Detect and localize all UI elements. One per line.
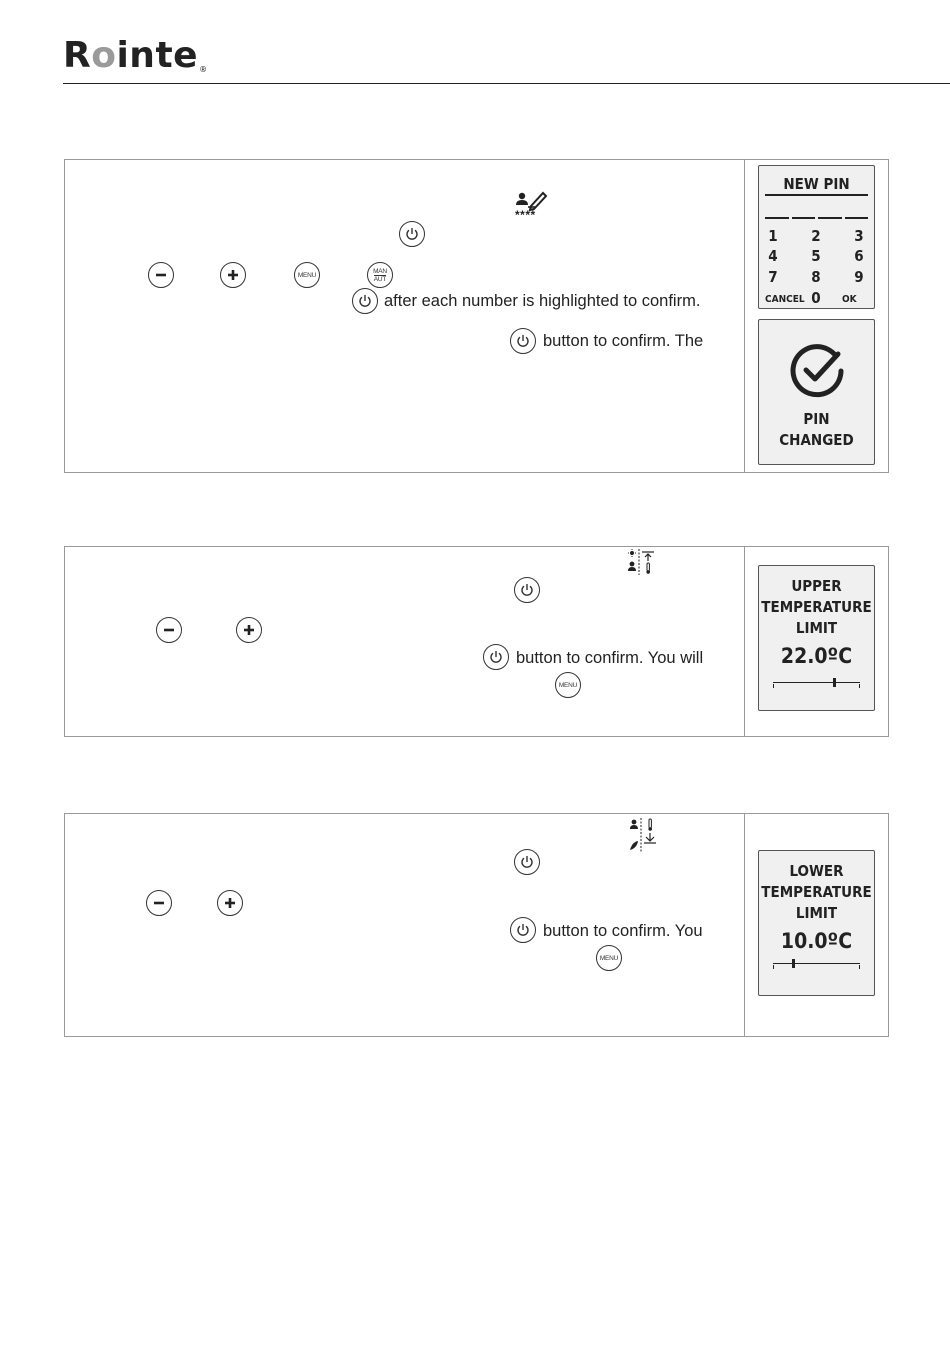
panel-divider [744, 547, 745, 736]
keypad-key: 7 [768, 268, 778, 286]
keypad-key: 8 [811, 268, 821, 286]
header-rule [63, 83, 950, 84]
upper-limit-line2: TEMPERATURE [761, 598, 872, 616]
keypad-key: 2 [811, 227, 821, 245]
pin-digit-slots [765, 217, 868, 219]
lower-limit-line2: TEMPERATURE [761, 883, 872, 901]
power-button-icon [514, 849, 540, 875]
brand-logo [63, 35, 208, 76]
panel-divider [744, 160, 745, 472]
upper-button-confirm-text: button to confirm. You will [516, 649, 704, 667]
pin-button-confirm-text: button to confirm. The [543, 332, 704, 350]
new-pin-screen [758, 165, 875, 309]
power-button-icon [352, 288, 378, 314]
keypad-key: 5 [811, 247, 821, 265]
trademark: ® [199, 65, 208, 74]
power-button-icon [514, 577, 540, 603]
menu-button-icon [294, 262, 320, 288]
upper-limit-panel [64, 546, 889, 737]
keypad-key-zero: 0 [811, 289, 821, 307]
upper-limit-icon [626, 549, 658, 575]
pin-stars: **** [515, 208, 536, 222]
plus-button-icon [217, 890, 243, 916]
menu-button-label: MENU [558, 681, 578, 689]
checkmark-icon [786, 340, 848, 402]
minus-button-icon [146, 890, 172, 916]
power-button-icon [483, 644, 509, 670]
keypad-key: 6 [854, 247, 864, 265]
upper-limit-screen [758, 565, 875, 711]
lower-limit-value: 10.0ºC [780, 929, 853, 953]
upper-limit-value: 22.0ºC [780, 644, 853, 668]
keypad-key: 4 [768, 247, 778, 265]
plus-button-icon [220, 262, 246, 288]
power-button-icon [510, 328, 536, 354]
pin-confirm-each-text: after each number is highlighted to confirm. [384, 292, 701, 310]
pin-changed-line1: PIN [803, 410, 830, 428]
slider-knob [833, 678, 836, 687]
lower-limit-screen [758, 850, 875, 996]
lower-limit-line3: LIMIT [795, 904, 838, 922]
minus-button-icon [148, 262, 174, 288]
upper-limit-line3: LIMIT [795, 619, 838, 637]
menu-button-label: MENU [297, 271, 317, 279]
menu-button-icon [555, 672, 581, 698]
logo-letter-r: R [63, 35, 92, 76]
pin-changed-line2: CHANGED [779, 431, 854, 449]
lower-button-confirm-text: button to confirm. You [543, 922, 703, 940]
lower-limit-panel [64, 813, 889, 1037]
lower-limit-icon [628, 818, 660, 852]
slider-knob [792, 959, 795, 968]
pin-changed-screen [758, 319, 875, 465]
man-label: MAN [373, 267, 387, 275]
keypad-ok: OK [842, 294, 857, 305]
man-aut-button-icon [367, 262, 393, 288]
lower-limit-line1: LOWER [789, 862, 844, 880]
logo-letters: inte [116, 35, 199, 76]
pin-panel [64, 159, 889, 473]
upper-limit-slider [773, 678, 860, 688]
menu-button-icon [596, 945, 622, 971]
logo-letter-o: o [91, 35, 117, 76]
new-pin-title-rule [765, 194, 868, 196]
menu-button-label: MENU [599, 954, 619, 962]
keypad-key: 9 [854, 268, 864, 286]
plus-button-icon [236, 617, 262, 643]
panel-divider [744, 814, 745, 1036]
lower-limit-slider [773, 959, 860, 969]
new-pin-title: NEW PIN [783, 175, 850, 193]
minus-button-icon [156, 617, 182, 643]
power-button-icon [399, 221, 425, 247]
upper-limit-line1: UPPER [791, 577, 842, 595]
keypad-key: 3 [854, 227, 864, 245]
keypad-key: 1 [768, 227, 778, 245]
user-pencil-stars-icon [515, 190, 549, 222]
aut-label: AUT [373, 275, 387, 283]
power-button-icon [510, 917, 536, 943]
keypad-cancel: CANCEL [765, 294, 805, 305]
